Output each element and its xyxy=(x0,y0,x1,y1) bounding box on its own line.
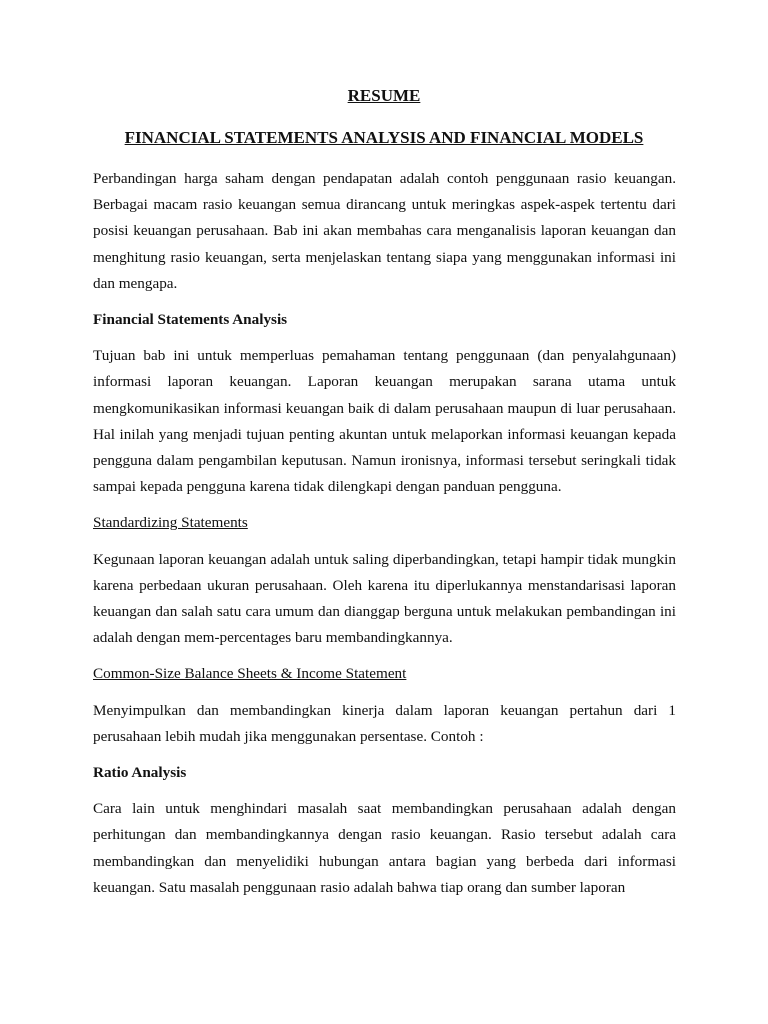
document-body xyxy=(93,166,676,911)
document-subtitle: FINANCIAL STATEMENTS ANALYSIS AND FINANCIAL MODELS xyxy=(124,128,644,147)
intro-paragraph: Perbandingan harga saham dengan pendapatan adalah contoh penggunaan rasio keuangan. Berbagai macam rasio keuangan semua dirancang untuk meringkas aspek-aspek tertentu dari posisi keuangan perusahaan. Bab ini akan membahas cara menganalisis laporan keuangan dan menghitung rasio keuangan, serta menjelaskan tentang siapa yang menggunakan informasi ini dan mengapa. xyxy=(93,170,676,292)
ratio-analysis-paragraph: Cara lain untuk menghindari masalah saat membandingkan perusahaan adalah dengan perhitungan dan membandingkannya dengan rasio keuangan. Rasio tersebut adalah cara membandingkan dan menyelidiki hubungan antara bagian yang berbeda dari informasi keuangan. Satu masalah penggunaan rasio adalah bahwa tiap orang dan sumber laporan xyxy=(93,800,676,896)
common-size-paragraph: Menyimpulkan dan membandingkan kinerja dalam laporan keuangan pertahun dari 1 perusahaan lebih mudah jika menggunakan persentase. Contoh : xyxy=(93,701,676,745)
heading-ratio-analysis: Ratio Analysis xyxy=(93,764,187,782)
financial-statements-analysis-paragraph: Tujuan bab ini untuk memperluas pemahaman tentang penggunaan (dan penyalahgunaan) informasi laporan keuangan. Laporan keuangan merupakan sarana utama untuk mengkomunikasikan informasi keuangan baik di dalam perusahaan maupun di luar perusahaan. Hal inilah yang menjadi tujuan penting akuntan untuk melaporkan informasi keuangan kepada pengguna dalam pengambilan keputusan. Namun ironisnya, informasi tersebut seringkali tidak sampai kepada pengguna karena tidak dilengkapi dengan panduan pengguna. xyxy=(93,347,676,496)
document-title: RESUME xyxy=(347,86,421,105)
heading-common-size: Common-Size Balance Sheets & Income Statement xyxy=(93,665,407,683)
standardizing-statements-paragraph: Kegunaan laporan keuangan adalah untuk saling diperbandingkan, tetapi hampir tidak mungkin karena perbedaan ukuran perusahaan. Oleh karena itu diperlukannya menstandarisasi laporan keuangan dan salah satu cara umum dan dianggap berguna untuk melakukan pembandingan ini adalah dengan mem-percentages baru membandingkannya. xyxy=(93,550,676,647)
heading-standardizing-statements: Standardizing Statements xyxy=(93,514,248,532)
heading-financial-statements-analysis: Financial Statements Analysis xyxy=(93,311,288,329)
